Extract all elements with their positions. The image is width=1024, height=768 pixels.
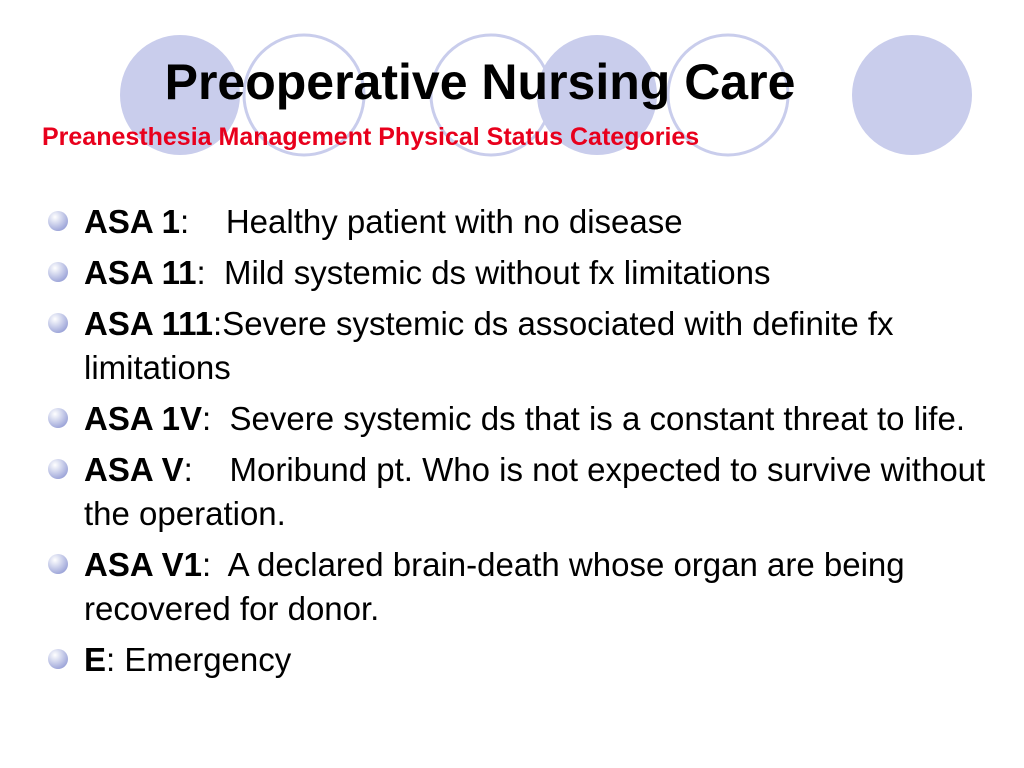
category-description: : A declared brain-death whose organ are being recovered for donor.: [84, 546, 914, 627]
list-item-asa-5: [46, 448, 995, 536]
category-code: ASA 1: [84, 203, 180, 240]
list-item-emergency: [46, 638, 986, 682]
bullet-icon: [48, 459, 68, 479]
category-description: : Emergency: [106, 641, 292, 678]
category-description: :Severe systemic ds associated with definite fx limitations: [84, 305, 903, 386]
category-code: ASA V1: [84, 546, 202, 583]
bullet-icon: [48, 649, 68, 669]
bullet-list: [46, 200, 995, 689]
page-title: Preoperative Nursing Care: [164, 54, 796, 110]
list-item-asa-1: [46, 200, 986, 244]
list-item-asa-2: [46, 251, 986, 295]
category-description: : Severe systemic ds that is a constant threat to life.: [201, 400, 965, 437]
bullet-icon: [48, 408, 68, 428]
bullet-icon: [48, 554, 68, 574]
category-code: E: [84, 641, 107, 678]
page-subtitle: Preanesthesia Management Physical Status Categories: [42, 123, 700, 151]
bullet-icon: [48, 211, 68, 231]
category-code: ASA 1V: [84, 400, 202, 437]
category-code: ASA 11: [84, 254, 197, 291]
category-description: : Mild systemic ds without fx limitations: [196, 254, 771, 291]
list-item-asa-3: [46, 302, 986, 390]
category-code: ASA V: [84, 451, 184, 488]
bullet-icon: [48, 262, 68, 282]
list-item-asa-6: [46, 543, 986, 631]
list-item-asa-4: [46, 397, 986, 441]
category-description: : Healthy patient with no disease: [179, 203, 683, 240]
bullet-icon: [48, 313, 68, 333]
category-description: : Moribund pt. Who is not expected to survive without the operation.: [84, 451, 995, 532]
category-code: ASA 111: [84, 305, 214, 342]
